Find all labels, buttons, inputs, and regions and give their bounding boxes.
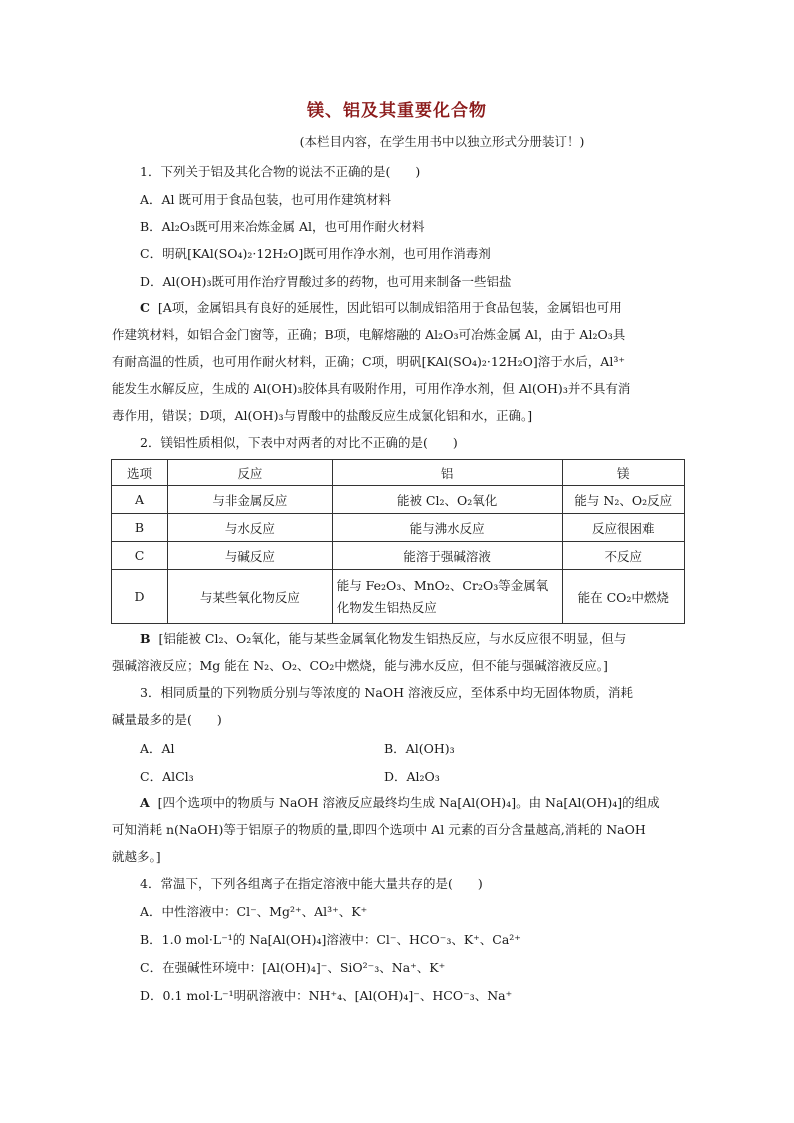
page-title: 镁、铝及其重要化合物 xyxy=(307,101,487,121)
q1-answer: C xyxy=(140,300,150,315)
table-row xyxy=(112,514,685,542)
q1-explain-line-3: 有耐高温的性质，也可用作耐火材料，正确；C项，明矾[KAl(SO₄)₂·12H₂O]溶于水后，Al³⁺ xyxy=(112,354,625,369)
table-cell: 与水反应 xyxy=(167,514,332,542)
q3-option-c: C．AlCl₃ xyxy=(140,769,194,784)
q3-stem-line-1: 3．相同质量的下列物质分别与等浓度的 NaOH 溶液反应，至体系中均无固体物质，消耗 xyxy=(140,685,633,700)
table-cell: B xyxy=(112,514,168,542)
table-cell: 反应很困难 xyxy=(562,514,684,542)
table-cell: 能与 N₂、O₂反应 xyxy=(562,486,684,514)
table-cell: 与某些氧化物反应 xyxy=(167,570,332,624)
q3-explain-line-1: A [四个选项中的物质与 NaOH 溶液反应最终均生成 Na[Al(OH)₄]。由 Na[Al(OH)₄]的组成 xyxy=(140,795,660,810)
q1-explain-line-4: 能发生水解反应，生成的 Al(OH)₃胶体具有吸附作用，可用作净水剂，但 Al(OH)₃并不具有消 xyxy=(112,381,631,396)
table-row xyxy=(112,542,685,570)
q3-answer: A xyxy=(140,795,150,810)
table-header-row xyxy=(112,460,685,486)
q3-option-d: D．Al₂O₃ xyxy=(384,769,440,784)
table-cell: 与碱反应 xyxy=(167,542,332,570)
q4-option-d: D．0.1 mol·L⁻¹明矾溶液中：NH⁺₄、[Al(OH)₄]⁻、HCO⁻₃、Na⁺ xyxy=(140,988,513,1003)
q1-explain-line-1: C [A项，金属铝具有良好的延展性，因此铝可以制成铝箔用于食品包装，金属铝也可用 xyxy=(140,300,622,315)
q2-stem: 2．镁铝性质相似，下表中对两者的对比不正确的是( ) xyxy=(140,435,458,450)
table-cell: C xyxy=(112,542,168,570)
q4-option-b: B．1.0 mol·L⁻¹的 Na[Al(OH)₄]溶液中：Cl⁻、HCO⁻₃、K⁺、Ca²⁺ xyxy=(140,932,521,947)
q2-explain-line-1: B [铝能被 Cl₂、O₂氧化，能与某些金属氧化物发生铝热反应，与水反应很不明显，但与 xyxy=(140,631,627,646)
table-header-cell: 铝 xyxy=(332,460,562,486)
q4-option-a: A．中性溶液中：Cl⁻、Mg²⁺、Al³⁺、K⁺ xyxy=(140,904,368,919)
table-cell: 能在 CO₂中燃烧 xyxy=(562,570,684,624)
page-subtitle: (本栏目内容，在学生用书中以独立形式分册装订！) xyxy=(299,134,585,149)
comparison-table xyxy=(111,459,685,624)
q1-stem: 1．下列关于铝及其化合物的说法不正确的是( ) xyxy=(140,164,421,179)
q2-answer: B xyxy=(140,631,151,646)
table-header-cell: 反应 xyxy=(167,460,332,486)
q1-option-b: B．Al₂O₃既可用来冶炼金属 Al，也可用作耐火材料 xyxy=(140,219,425,234)
q3-option-a: A．Al xyxy=(140,741,175,756)
table-cell: D xyxy=(112,570,168,624)
table-cell: 能与 Fe₂O₃、MnO₂、Cr₂O₃等金属氧化物发生铝热反应 xyxy=(332,570,562,624)
q3-stem-line-2: 碱量最多的是( ) xyxy=(112,712,222,727)
q1-option-d: D．Al(OH)₃既可用作治疗胃酸过多的药物，也可用来制备一些铝盐 xyxy=(140,274,512,289)
table-cell: 能被 Cl₂、O₂氧化 xyxy=(332,486,562,514)
table-row xyxy=(112,486,685,514)
q4-stem: 4．常温下，下列各组离子在指定溶液中能大量共存的是( ) xyxy=(140,876,483,891)
table-cell: 不反应 xyxy=(562,542,684,570)
table-cell: A xyxy=(112,486,168,514)
q4-option-c: C．在强碱性环境中：[Al(OH)₄]⁻、SiO²⁻₃、Na⁺、K⁺ xyxy=(140,960,446,975)
table-header-cell: 选项 xyxy=(112,460,168,486)
q1-explain-line-2: 作建筑材料，如铝合金门窗等，正确；B项，电解熔融的 Al₂O₃可冶炼金属 Al，由于 Al₂O₃具 xyxy=(112,327,626,342)
table-cell: 与非金属反应 xyxy=(167,486,332,514)
q2-explain-line-2: 强碱溶液反应；Mg 能在 N₂、O₂、CO₂中燃烧，能与沸水反应，但不能与强碱溶液反应。] xyxy=(112,658,608,673)
q1-option-a: A．Al 既可用于食品包装，也可用作建筑材料 xyxy=(140,192,392,207)
q3-explain-line-2: 可知消耗 n(NaOH)等于铝原子的物质的量,即四个选项中 Al 元素的百分含量越高,消耗的 NaOH xyxy=(112,822,646,837)
q3-explain-line-3: 就越多。] xyxy=(112,849,161,864)
table-cell: 能溶于强碱溶液 xyxy=(332,542,562,570)
table-row xyxy=(112,570,685,624)
q3-option-b: B．Al(OH)₃ xyxy=(384,741,455,756)
q1-option-c: C．明矾[KAl(SO₄)₂·12H₂O]既可用作净水剂，也可用作消毒剂 xyxy=(140,246,491,261)
q1-explain-line-5: 毒作用，错误；D项，Al(OH)₃与胃酸中的盐酸反应生成氯化铝和水，正确。] xyxy=(112,408,533,423)
table-cell: 能与沸水反应 xyxy=(332,514,562,542)
table-header-cell: 镁 xyxy=(562,460,684,486)
